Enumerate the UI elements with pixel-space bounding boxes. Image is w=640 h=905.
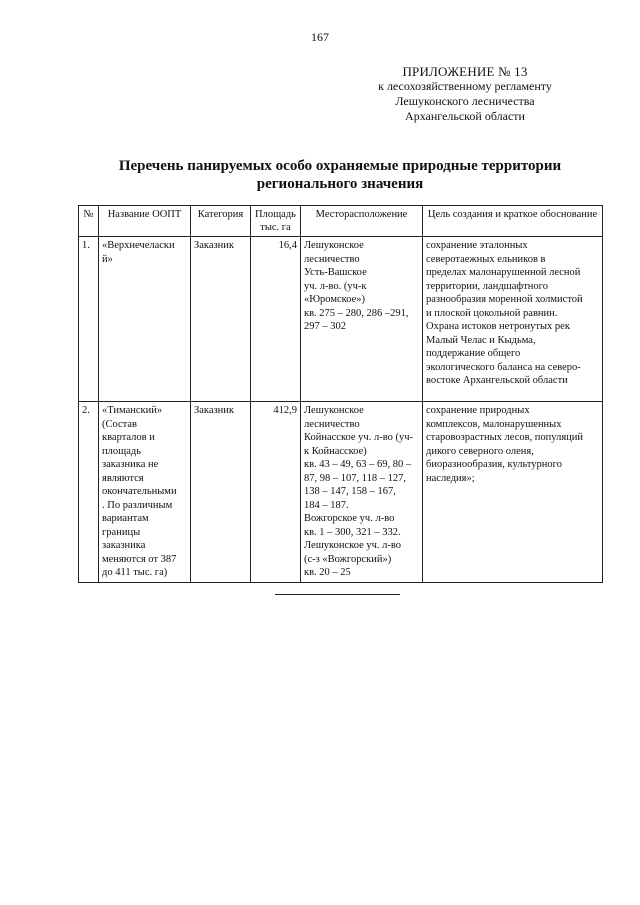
area-location-line: Вожгорское уч. л-во (304, 513, 395, 524)
area-name-line: . По различным (102, 499, 173, 511)
area-name-cell (99, 237, 191, 402)
area-purpose-line: Малый Челас и Кыдьма, (426, 334, 536, 346)
header-number: № (79, 206, 99, 237)
area-location-line: кв. 20 – 25 (304, 567, 351, 578)
area-location-line: 184 – 187. (304, 499, 349, 511)
document-title (60, 157, 620, 193)
area-purpose-line: комплексов, малонарушенных (426, 418, 562, 430)
protected-areas-table (78, 205, 603, 583)
area-purpose-cell (423, 402, 603, 583)
area-purpose-line: старовозрастных лесов, популяций (426, 432, 584, 443)
area-purpose-line: Охрана истоков нетронутых рек (426, 321, 570, 332)
area-location-line: 87, 98 – 107, 118 – 127, (304, 472, 406, 484)
area-category-cell: Заказник (191, 237, 251, 402)
area-name-line: вариантам (102, 513, 149, 524)
area-location-line: Лешуконское (304, 405, 364, 416)
area-name-line: являются (102, 472, 144, 484)
row-number-cell: 1. (79, 237, 99, 402)
footer-divider (275, 594, 400, 595)
area-purpose-line: экологического баланса на северо- (426, 361, 581, 373)
area-purpose-line: дикого северного оленя, (426, 445, 534, 457)
area-name-line: до 411 тыс. га) (102, 567, 168, 578)
area-name-line: окончательными (102, 486, 177, 497)
area-name-line: (Состав (102, 418, 138, 430)
area-name-line: площадь (102, 445, 141, 457)
page-number: 167 (311, 30, 329, 44)
appendix-heading: ПРИЛОЖЕНИЕ № 13 (402, 64, 528, 79)
area-size-cell: 412,9 (251, 402, 301, 583)
document-title-line: регионального значения (256, 176, 424, 192)
table-header-row (79, 206, 603, 237)
area-location-line: Койнасское уч. л-во (уч- (304, 432, 413, 443)
area-name-line: «Верхнечеласки (102, 240, 175, 251)
area-purpose-line: пределах малонарушенной лесной (426, 267, 581, 278)
area-name-line: й» (102, 253, 113, 265)
header-name: Название ООПТ (99, 206, 191, 237)
area-purpose-line: биоразнообразия, культурного (426, 459, 562, 470)
area-category-cell: Заказник (191, 402, 251, 583)
area-purpose-line: и плоской цокольной равнин. (426, 307, 558, 319)
area-name-line: границы (102, 526, 141, 538)
area-purpose-line: востоке Архангельской области (426, 375, 568, 386)
area-location-line: Лешуконское (304, 240, 364, 251)
area-location-line: кв. 1 – 300, 321 – 332. (304, 526, 401, 538)
area-location-line: «Юромское») (304, 294, 366, 305)
area-location-line: к Койнасское) (304, 445, 367, 457)
area-location-line: Усть-Вашское (304, 267, 367, 278)
appendix-line: Архангельской области (405, 109, 525, 123)
area-location-cell (301, 402, 423, 583)
area-location-cell (301, 237, 423, 402)
area-location-line: кв. 275 – 280, 286 –291, (304, 307, 409, 319)
area-purpose-line: поддержание общего (426, 348, 521, 359)
area-purpose-line: наследия»; (426, 472, 475, 484)
area-name-line: кварталов и (102, 432, 155, 443)
area-size-cell: 16,4 (251, 237, 301, 402)
table-row (79, 402, 603, 583)
area-location-line: Лешуконское уч. л-во (304, 540, 402, 551)
area-name-line: «Тиманский» (102, 405, 163, 416)
appendix-block (330, 64, 600, 124)
header-purpose: Цель создания и краткое обоснование (423, 206, 603, 237)
area-name-line: заказника (102, 540, 146, 551)
area-location-line: уч. л-во. (уч-к (304, 280, 367, 292)
area-purpose-line: территории, ландшафтного (426, 280, 548, 292)
area-location-line: 297 – 302 (304, 321, 346, 332)
area-location-line: кв. 43 – 49, 63 – 69, 80 – (304, 459, 412, 470)
header-area: Площадь тыс. га (251, 206, 301, 237)
area-name-line: заказника не (102, 459, 159, 470)
area-location-line: 138 – 147, 158 – 167, (304, 486, 396, 497)
area-purpose-line: сохранение эталонных (426, 240, 528, 251)
header-category: Категория (191, 206, 251, 237)
appendix-line: Лешуконского лесничества (395, 94, 535, 108)
area-name-line: меняются от 387 (102, 553, 177, 565)
area-purpose-line: северотаежных ельников в (426, 253, 546, 265)
area-location-line: лесничество (304, 418, 360, 430)
header-location: Месторасположение (301, 206, 423, 237)
table-row (79, 237, 603, 402)
area-location-line: лесничество (304, 253, 360, 265)
document-title-line: Перечень панируемых особо охраняемые природные территории (118, 158, 562, 174)
area-purpose-cell (423, 237, 603, 402)
area-purpose-line: сохранение природных (426, 405, 530, 416)
appendix-line: к лесохозяйственному регламенту (378, 79, 552, 93)
area-name-cell (99, 402, 191, 583)
area-location-line: (с-з «Вожгорский») (304, 553, 392, 565)
row-number-cell: 2. (79, 402, 99, 583)
area-purpose-line: разнообразия моренной холмистой (426, 294, 583, 305)
